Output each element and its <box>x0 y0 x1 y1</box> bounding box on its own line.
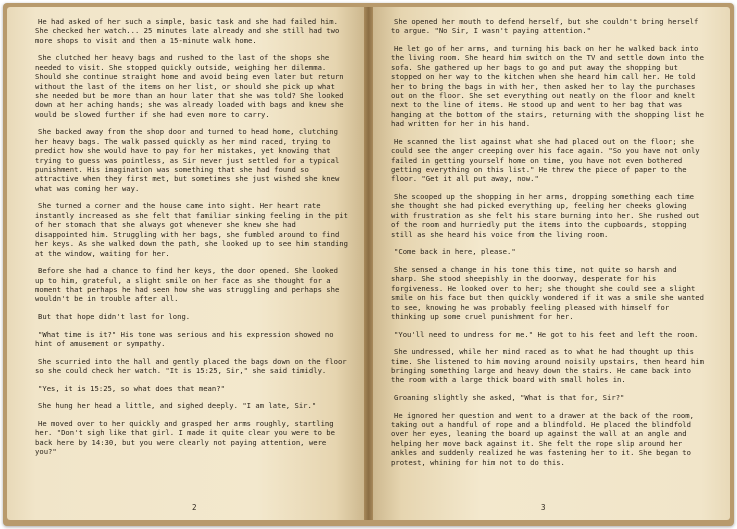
paragraph: "Yes, it is 15:25, so what does that mean?" <box>38 383 225 393</box>
left-page-text <box>35 17 348 465</box>
paragraph: He moved over to her quickly and grasped her arms roughly, startling her. "Don't sigh like that girl. I made it quite clear you were to be back here by 14:30, but you were clearly not paying attention, were you?" <box>35 418 335 456</box>
paragraph: "Come back in here, please." <box>394 247 516 257</box>
paragraph: She backed away from the shop door and turned to head home, clutching her heavy bags. The walk passed quickly as her mind raced, trying to predict how she would have to pay for her mistakes, yet knowing that trying to guess was pointless, as Sir never just settled for a typical punishment. His imagination was something that she had found so attractive when they first met, but sometimes she just wished she knew what was coming her way. <box>35 127 340 193</box>
paragraph: She turned a corner and the house came into sight. Her heart rate instantly increased as she felt that familiar sinking feeling in the pit of her stomach that she always got whenever she knew she had disappointed him. Struggling with her bags, she fumbled around to find her keys. As she walked down the path, she looked up to see him standing at the window, waiting for her. <box>35 201 349 258</box>
book-spine <box>364 7 373 520</box>
paragraph: She sensed a change in his tone this time, not quite so harsh and sharp. She stood sheepishly in the doorway, desperate for his forgiveness. He looked over to her; she thought she could see a slight smile on his face but then quickly wondered if it was a smile she wanted to see, knowing he was probably feeling pleased with himself for thinking up some cruel punishment for her. <box>391 264 705 321</box>
paragraph: She clutched her heavy bags and rushed to the last of the shops she needed to visit. She stopped quickly outside, weighing her dilemma. Should she continue straight home and avoid being even later but return without the last of the items on her list, or should she pick up what she needed but be more than an hour later that she was told? She looked down at her aching hands; she was already loaded with bags and knew she would be slowed further if she had even more to carry. <box>35 53 344 119</box>
page-number-left: 2 <box>192 503 197 512</box>
right-page <box>373 7 730 520</box>
paragraph: She undressed, while her mind raced as to what he had thought up this time. She listened to him moving around noisily upstairs, then heard him bringing something large and heavy down the stairs. He came back into the room with a large thick board with small holes in. <box>391 347 705 385</box>
left-page <box>7 7 364 520</box>
paragraph: She opened her mouth to defend herself, but she couldn't bring herself to argue. "No Sir, I wasn't paying attention." <box>391 17 699 36</box>
paragraph: He let go of her arms, and turning his back on her he walked back into the living room. She heard him switch on the TV and settle down into the sofa. She gathered up her bags to go and put away the shopping but stopped on her way to the kitchen when she heard him call her. He told her to bring the bags in with her, then asked her to lay the purchases out on the floor. She set everything out neatly on the floor and knelt next to the line of items. He stood up and went to her bag that was hanging at the bottom of the stairs, returning with the shopping list he had written for her in his hand. <box>391 44 705 129</box>
paragraph: He ignored her question and went to a drawer at the back of the room, taking out a handful of rope and a blindfold. He placed the blindfold over her eyes, leaning the board up against the wall at an angle and helping her move back against it. She felt the rope slip around her ankles and suddenly realized he was fastening her to it. She began to protest, whining for him not to do this. <box>391 410 694 467</box>
paragraph: Groaning slightly she asked, "What is that for, Sir?" <box>394 392 625 402</box>
paragraph: He scanned the list against what she had placed out on the floor; she could see the anger creeping over his face again. "So you have not only failed in getting yourself home on time, you have not even bothered getting everything on this list." He threw the piece of paper to the floor. "Get it all put away, now." <box>391 136 700 184</box>
paragraph: She scurried into the hall and gently placed the bags down on the floor so she could check her watch. "It is 15:25, Sir," she said timidly. <box>35 356 347 375</box>
paragraph: But that hope didn't last for long. <box>38 311 191 321</box>
paragraph: She scooped up the shopping in her arms, dropping something each time she thought she had picked everything up, feeling her cheeks glowing with frustration as she felt his stare burning into her. She rushed out of the room and hurriedly put the items into the cupboards, stopping still as she heard his voice from the living room. <box>391 192 700 239</box>
page-number-right: 3 <box>541 503 546 512</box>
paragraph: He had asked of her such a simple, basic task and she had failed him. She checked her watch... 25 minutes late already and she still had two more shops to visit and then a 15-minute walk home. <box>35 17 340 45</box>
open-book <box>3 3 734 526</box>
paragraph: "What time is it?" His tone was serious and his expression showed no hint of amusement or sympathy. <box>35 329 334 348</box>
paragraph: Before she had a chance to find her keys, the door opened. She looked up to him, grateful, a slight smile on her face as she thought for a moment that perhaps he had seen how she was struggling and perhaps she wouldn't be in trouble after all. <box>35 266 340 304</box>
paragraph: She hung her head a little, and sighed deeply. "I am late, Sir." <box>38 401 317 411</box>
right-page-text <box>391 17 706 475</box>
paragraph: "You'll need to undress for me." He got to his feet and left the room. <box>394 329 699 339</box>
